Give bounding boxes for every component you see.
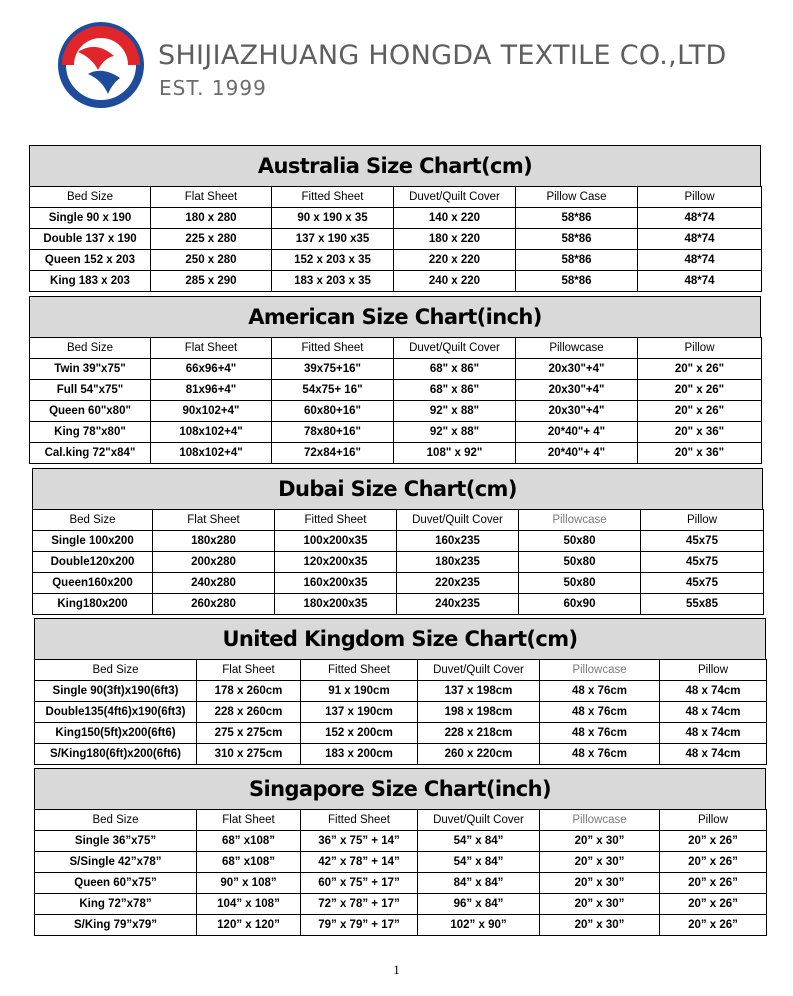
table-cell: 45x75 xyxy=(641,573,764,594)
table-cell: 285 x 290 xyxy=(151,271,272,292)
table-cell: 60x90 xyxy=(519,594,641,615)
table-cell: 20" x 36" xyxy=(638,443,762,464)
table-cell: 39x75+16" xyxy=(272,359,394,380)
section-title: Singapore Size Chart(inch) xyxy=(34,768,766,809)
established-year: EST. 1999 xyxy=(159,76,267,100)
table-cell: 180x235 xyxy=(397,552,519,573)
column-header: Duvet/Quilt Cover xyxy=(418,810,540,831)
table-cell: 20" x 26" xyxy=(638,380,762,401)
column-header: Duvet/Quilt Cover xyxy=(394,187,516,208)
table-row xyxy=(30,359,762,380)
header-row xyxy=(33,510,764,531)
singapore-size-chart xyxy=(34,768,766,936)
table-cell: 20x30"+4" xyxy=(516,401,638,422)
dubai-size-chart xyxy=(32,468,763,615)
table-cell: 20" x 26" xyxy=(638,359,762,380)
table-cell: 137 x 190cm xyxy=(301,702,418,723)
table-cell: 198 x 198cm xyxy=(418,702,540,723)
company-header xyxy=(58,22,758,112)
table-cell: 68” x108” xyxy=(197,852,301,873)
table-cell: 20” x 30” xyxy=(540,852,660,873)
table-cell: King 183 x 203 xyxy=(30,271,151,292)
table-cell: 20” x 26” xyxy=(660,831,767,852)
table-cell: 20*40"+ 4" xyxy=(516,422,638,443)
column-header: Bed Size xyxy=(35,810,197,831)
column-header: Bed Size xyxy=(33,510,153,531)
column-header: Pillow xyxy=(638,338,762,359)
header-row xyxy=(30,187,762,208)
table-row xyxy=(35,831,767,852)
table-cell: 50x80 xyxy=(519,573,641,594)
table-cell: 228 x 218cm xyxy=(418,723,540,744)
column-header: Fitted Sheet xyxy=(272,338,394,359)
table-cell: 54” x 84” xyxy=(418,852,540,873)
table-cell: Queen 60"x80" xyxy=(30,401,151,422)
table-cell: Full 54"x75" xyxy=(30,380,151,401)
table-cell: 260 x 220cm xyxy=(418,744,540,765)
table-cell: Queen 152 x 203 xyxy=(30,250,151,271)
table-row xyxy=(35,681,767,702)
column-header: Pillowcase xyxy=(540,810,660,831)
table-cell: 140 x 220 xyxy=(394,208,516,229)
table-cell: 48*74 xyxy=(638,250,762,271)
table-cell: 58*86 xyxy=(516,229,638,250)
table-cell: 20” x 26” xyxy=(660,894,767,915)
table-row xyxy=(35,723,767,744)
company-name: SHIJIAZHUANG HONGDA TEXTILE CO.,LTD xyxy=(158,40,727,71)
table-cell: 48 x 74cm xyxy=(660,744,767,765)
column-header: Fitted Sheet xyxy=(301,660,418,681)
column-header: Duvet/Quilt Cover xyxy=(418,660,540,681)
table-cell: 48 x 76cm xyxy=(540,702,660,723)
column-header: Fitted Sheet xyxy=(301,810,418,831)
size-table xyxy=(29,186,762,292)
header-row xyxy=(35,660,767,681)
column-header: Pillowcase xyxy=(516,338,638,359)
size-table xyxy=(34,809,767,936)
table-cell: 66x96+4" xyxy=(151,359,272,380)
column-header: Pillowcase xyxy=(519,510,641,531)
table-cell: 20” x 26” xyxy=(660,873,767,894)
table-cell: 81x96+4" xyxy=(151,380,272,401)
table-cell: 68” x108” xyxy=(197,831,301,852)
table-cell: 225 x 280 xyxy=(151,229,272,250)
size-table xyxy=(34,659,767,765)
table-cell: 48*74 xyxy=(638,271,762,292)
table-row xyxy=(33,573,764,594)
table-cell: 45x75 xyxy=(641,531,764,552)
column-header: Pillowcase xyxy=(540,660,660,681)
column-header: Bed Size xyxy=(30,338,151,359)
section-title: United Kingdom Size Chart(cm) xyxy=(34,618,766,659)
table-cell: 48*74 xyxy=(638,229,762,250)
table-cell: 20” x 30” xyxy=(540,873,660,894)
table-cell: 36” x 75” + 14” xyxy=(301,831,418,852)
table-cell: 60x80+16" xyxy=(272,401,394,422)
table-cell: 240 x 220 xyxy=(394,271,516,292)
table-cell: 48 x 74cm xyxy=(660,702,767,723)
table-cell: 160x200x35 xyxy=(275,573,397,594)
table-cell: King 72”x78” xyxy=(35,894,197,915)
table-cell: 48 x 74cm xyxy=(660,723,767,744)
table-cell: 20x30"+4" xyxy=(516,380,638,401)
table-cell: 180 x 220 xyxy=(394,229,516,250)
table-cell: 250 x 280 xyxy=(151,250,272,271)
table-cell: 50x80 xyxy=(519,531,641,552)
section-title: Dubai Size Chart(cm) xyxy=(32,468,763,509)
table-cell: 228 x 260cm xyxy=(197,702,301,723)
table-cell: 183 x 200cm xyxy=(301,744,418,765)
section-title: Australia Size Chart(cm) xyxy=(29,145,761,186)
table-row xyxy=(30,401,762,422)
table-row xyxy=(35,873,767,894)
table-cell: 78x80+16" xyxy=(272,422,394,443)
table-cell: 178 x 260cm xyxy=(197,681,301,702)
table-cell: 240x280 xyxy=(153,573,275,594)
table-cell: 180x280 xyxy=(153,531,275,552)
table-cell: 20” x 30” xyxy=(540,894,660,915)
table-row xyxy=(30,229,762,250)
table-cell: 160x235 xyxy=(397,531,519,552)
table-cell: 137 x 198cm xyxy=(418,681,540,702)
table-cell: 58*86 xyxy=(516,271,638,292)
table-cell: 48 x 76cm xyxy=(540,744,660,765)
table-cell: 90x102+4" xyxy=(151,401,272,422)
table-cell: 48 x 76cm xyxy=(540,681,660,702)
table-cell: 20” x 30” xyxy=(540,831,660,852)
table-row xyxy=(35,744,767,765)
column-header: Bed Size xyxy=(30,187,151,208)
table-cell: Twin 39"x75" xyxy=(30,359,151,380)
table-row xyxy=(30,380,762,401)
table-cell: 20*40"+ 4" xyxy=(516,443,638,464)
table-cell: 72x84+16" xyxy=(272,443,394,464)
table-row xyxy=(33,594,764,615)
section-title: American Size Chart(inch) xyxy=(29,296,761,337)
table-cell: 108" x 92" xyxy=(394,443,516,464)
table-cell: 104” x 108” xyxy=(197,894,301,915)
table-cell: King150(5ft)x200(6ft6) xyxy=(35,723,197,744)
table-cell: 72” x 78” + 17” xyxy=(301,894,418,915)
table-cell: 137 x 190 x35 xyxy=(272,229,394,250)
table-cell: Single 100x200 xyxy=(33,531,153,552)
table-cell: 48*74 xyxy=(638,208,762,229)
table-cell: Double 137 x 190 xyxy=(30,229,151,250)
table-cell: 102” x 90” xyxy=(418,915,540,936)
table-cell: Single 36”x75” xyxy=(35,831,197,852)
table-cell: 60” x 75” + 17” xyxy=(301,873,418,894)
table-cell: Double120x200 xyxy=(33,552,153,573)
table-cell: 45x75 xyxy=(641,552,764,573)
table-cell: 220x235 xyxy=(397,573,519,594)
column-header: Pillow Case xyxy=(516,187,638,208)
table-row xyxy=(33,531,764,552)
uk-size-chart xyxy=(34,618,766,765)
table-cell: 100x200x35 xyxy=(275,531,397,552)
size-table xyxy=(29,337,762,464)
column-header: Pillow xyxy=(638,187,762,208)
table-cell: King180x200 xyxy=(33,594,153,615)
column-header: Pillow xyxy=(660,810,767,831)
table-cell: S/Single 42”x78” xyxy=(35,852,197,873)
column-header: Fitted Sheet xyxy=(275,510,397,531)
table-cell: 79” x 79” + 17” xyxy=(301,915,418,936)
table-cell: Single 90 x 190 xyxy=(30,208,151,229)
table-cell: 183 x 203 x 35 xyxy=(272,271,394,292)
table-cell: 20" x 26" xyxy=(638,401,762,422)
table-cell: 58*86 xyxy=(516,208,638,229)
table-cell: Double135(4ft6)x190(6ft3) xyxy=(35,702,197,723)
table-cell: Queen 60”x75” xyxy=(35,873,197,894)
table-row xyxy=(35,702,767,723)
table-cell: 20” x 26” xyxy=(660,915,767,936)
table-cell: 92" x 88" xyxy=(394,401,516,422)
table-cell: 310 x 275cm xyxy=(197,744,301,765)
column-header: Duvet/Quilt Cover xyxy=(394,338,516,359)
table-cell: 220 x 220 xyxy=(394,250,516,271)
table-cell: 96” x 84” xyxy=(418,894,540,915)
table-cell: 50x80 xyxy=(519,552,641,573)
table-cell: Single 90(3ft)x190(6ft3) xyxy=(35,681,197,702)
table-cell: 120x200x35 xyxy=(275,552,397,573)
table-cell: King 78"x80" xyxy=(30,422,151,443)
column-header: Pillow xyxy=(641,510,764,531)
table-cell: 48 x 76cm xyxy=(540,723,660,744)
column-header: Bed Size xyxy=(35,660,197,681)
column-header: Flat Sheet xyxy=(197,810,301,831)
table-cell: 91 x 190cm xyxy=(301,681,418,702)
table-cell: 20" x 36" xyxy=(638,422,762,443)
table-row xyxy=(30,443,762,464)
table-row xyxy=(35,915,767,936)
table-cell: 200x280 xyxy=(153,552,275,573)
table-row xyxy=(30,271,762,292)
table-row xyxy=(35,852,767,873)
column-header: Flat Sheet xyxy=(197,660,301,681)
table-cell: 58*86 xyxy=(516,250,638,271)
australia-size-chart xyxy=(29,145,761,292)
table-cell: 54x75+ 16" xyxy=(272,380,394,401)
table-cell: 48 x 74cm xyxy=(660,681,767,702)
american-size-chart xyxy=(29,296,761,464)
table-cell: 180x200x35 xyxy=(275,594,397,615)
table-cell: 90” x 108” xyxy=(197,873,301,894)
table-cell: 152 x 203 x 35 xyxy=(272,250,394,271)
table-cell: 68" x 86" xyxy=(394,359,516,380)
column-header: Pillow xyxy=(660,660,767,681)
table-cell: 240x235 xyxy=(397,594,519,615)
table-row xyxy=(30,250,762,271)
table-cell: 20” x 30” xyxy=(540,915,660,936)
table-cell: 152 x 200cm xyxy=(301,723,418,744)
table-cell: 20” x 26” xyxy=(660,852,767,873)
table-cell: 54” x 84” xyxy=(418,831,540,852)
company-logo xyxy=(58,22,144,108)
size-table xyxy=(32,509,764,615)
column-header: Duvet/Quilt Cover xyxy=(397,510,519,531)
table-row xyxy=(35,894,767,915)
table-cell: 68" x 86" xyxy=(394,380,516,401)
table-row xyxy=(30,208,762,229)
table-cell: 180 x 280 xyxy=(151,208,272,229)
table-cell: S/King180(6ft)x200(6ft6) xyxy=(35,744,197,765)
table-cell: 275 x 275cm xyxy=(197,723,301,744)
table-cell: S/King 79”x79” xyxy=(35,915,197,936)
table-cell: 42” x 78” + 14” xyxy=(301,852,418,873)
table-cell: Queen160x200 xyxy=(33,573,153,594)
page-number: 1 xyxy=(393,962,400,977)
table-cell: 55x85 xyxy=(641,594,764,615)
table-row xyxy=(33,552,764,573)
table-cell: 90 x 190 x 35 xyxy=(272,208,394,229)
column-header: Fitted Sheet xyxy=(272,187,394,208)
header-row xyxy=(30,338,762,359)
column-header: Flat Sheet xyxy=(151,187,272,208)
table-cell: 120” x 120” xyxy=(197,915,301,936)
table-cell: 260x280 xyxy=(153,594,275,615)
column-header: Flat Sheet xyxy=(151,338,272,359)
table-cell: Cal.king 72"x84" xyxy=(30,443,151,464)
column-header: Flat Sheet xyxy=(153,510,275,531)
header-row xyxy=(35,810,767,831)
table-cell: 108x102+4" xyxy=(151,443,272,464)
table-row xyxy=(30,422,762,443)
table-cell: 92" x 88" xyxy=(394,422,516,443)
table-cell: 20x30"+4" xyxy=(516,359,638,380)
table-cell: 108x102+4" xyxy=(151,422,272,443)
table-cell: 84” x 84” xyxy=(418,873,540,894)
